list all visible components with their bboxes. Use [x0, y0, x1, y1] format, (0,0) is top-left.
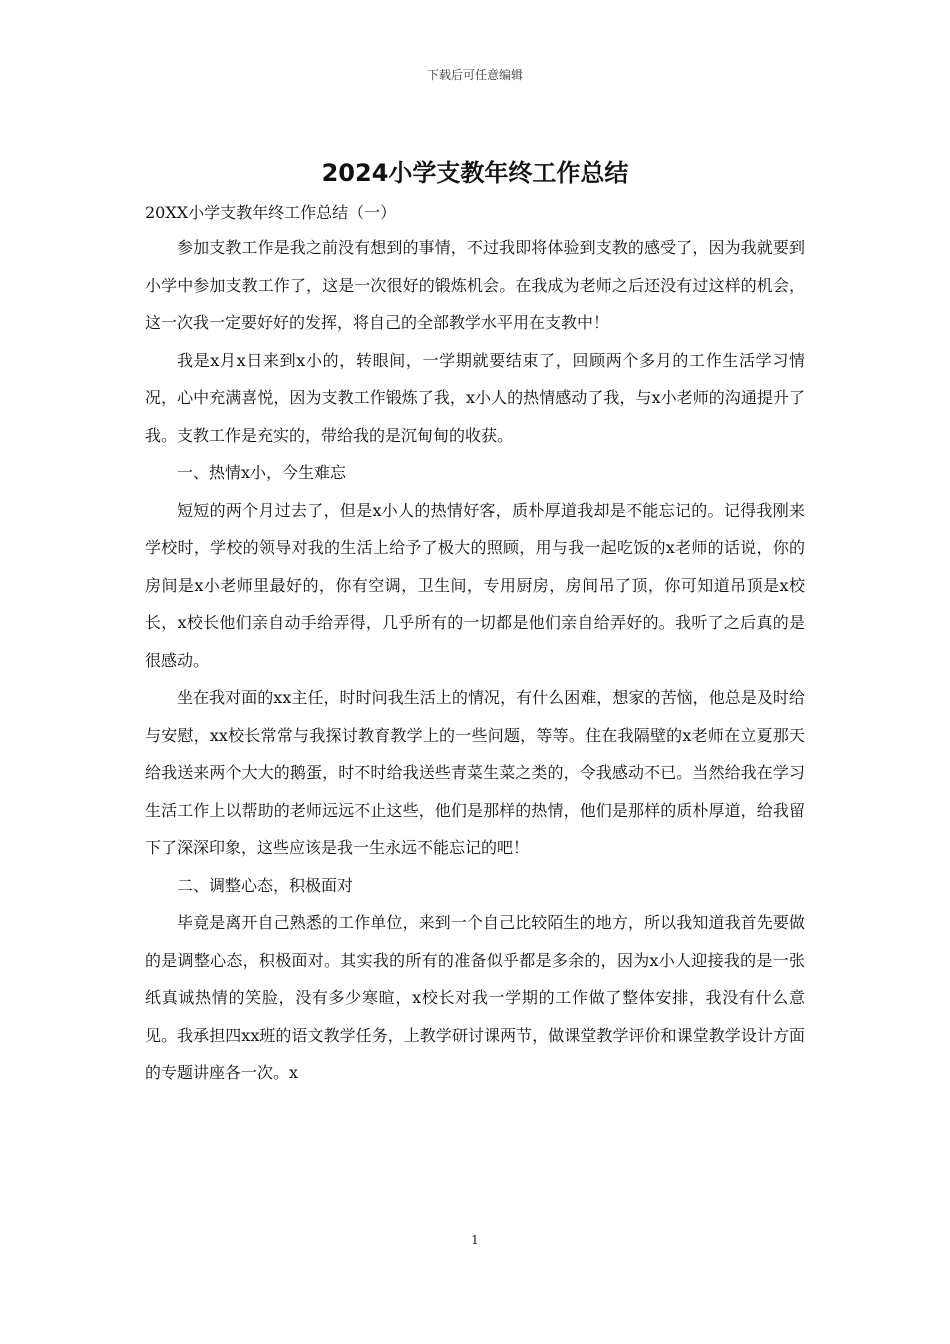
section-heading-2: 二、调整心态，积极面对: [177, 875, 354, 895]
document-title: 2024小学支教年终工作总结: [321, 159, 629, 187]
page-number: 1: [471, 1233, 479, 1247]
document-subtitle: 20XX小学支教年终工作总结（一）: [145, 203, 397, 222]
paragraph-attitude: 毕竟是离开自己熟悉的工作单位，来到一个自己比较陌生的地方，所以我知道我首先要做的是调整心态，积极面对。其实我的所有的准备似乎都是多余的，因为x小人迎接我的是一张纸真诚热情的笑脸，没有多少寒暄，x校长对我一学期的工作做了整体安排，我没有什么意见。我承担四xx班的语文教学任务，上教学研讨课两节，做课堂教学评价和课堂教学设计方面的专题讲座各一次。x: [145, 913, 805, 1082]
paragraph-colleagues: 坐在我对面的xx主任，时时问我生活上的情况，有什么困难，想家的苦恼，他总是及时给与安慰，xx校长常常与我探讨教育教学上的一些问题，等等。住在我隔壁的x老师在立夏那天给我送来两个大大的鹅蛋，时不时给我送些青菜生菜之类的，令我感动不已。当然给我在学习生活工作上以帮助的老师远远不止这些，他们是那样的热情，他们是那样的质朴厚道，给我留下了深深印象，这些应该是我一生永远不能忘记的吧！: [145, 688, 805, 857]
paragraph-hospitality: 短短的两个月过去了，但是x小人的热情好客，质朴厚道我却是不能忘记的。记得我刚来学校时，学校的领导对我的生活上给予了极大的照顾，用与我一起吃饭的x老师的话说，你的房间是x小老师里最好的，你有空调，卫生间，专用厨房，房间吊了顶，你可知道吊顶是x校长，x校长他们亲自动手给弄得，几乎所有的一切都是他们亲自给弄好的。我听了之后真的是很感动。: [145, 500, 805, 670]
paragraph-intro: 参加支教工作是我之前没有想到的事情，不过我即将体验到支教的感受了，因为我就要到小学中参加支教工作了，这是一次很好的锻炼机会。在我成为老师之后还没有过这样的机会，这一次我一定要好好的发挥，将自己的全部教学水平用在支教中！: [145, 238, 805, 332]
header-note: 下载后可任意编辑: [426, 68, 523, 82]
paragraph-arrival: 我是x月x日来到x小的，转眼间，一学期就要结束了，回顾两个多月的工作生活学习情况，心中充满喜悦，因为支教工作锻炼了我，x小人的热情感动了我，与x小老师的沟通提升了我。支教工作是充实的，带给我的是沉甸甸的收获。: [145, 350, 805, 445]
section-heading-1: 一、热情x小，今生难忘: [177, 463, 347, 482]
document-body: [145, 229, 805, 1092]
